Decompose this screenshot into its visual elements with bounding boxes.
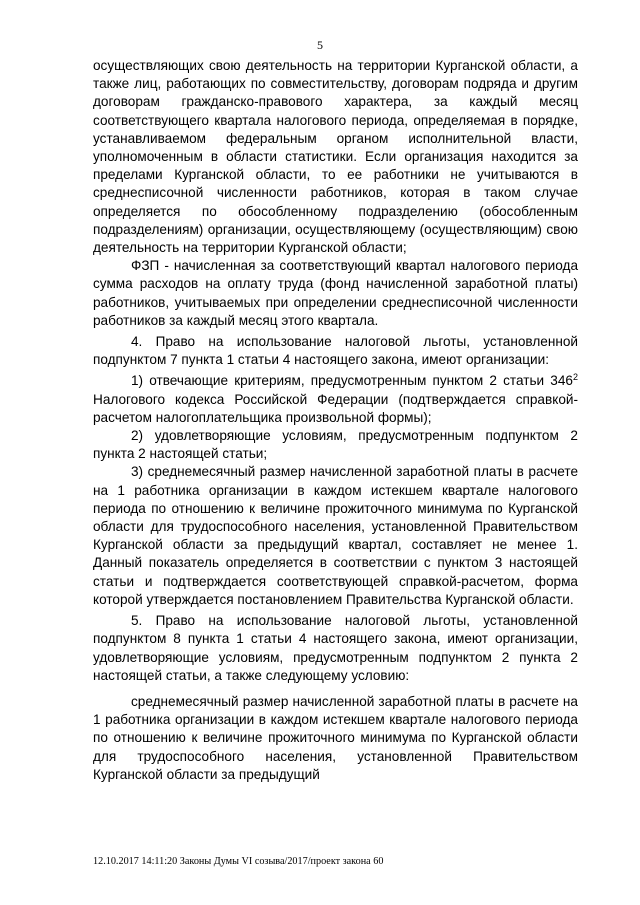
page-number: 5: [317, 38, 323, 52]
paragraph-clause-4: 4. Право на использование налоговой льготы, установленной подпунктом 7 пункта 1 статьи 4 настоящего закона, имеют организации:: [93, 334, 578, 368]
paragraph-continuation: осуществляющих свою деятельность на территории Курганской области, а также лиц, работающих по совместительству, договорам подряда и другим договорам гражданско-правового характера, за каждый месяц соответствующего квартала налогового периода, определяемая в порядке, устанавливаемом федеральным органом исполнительной власти, уполномоченным в области статистики. Если организация находится за пределами Курганской области, то ее работники не учитываются в среднесписочной численности работников, которая в таком случае определяется по обособленному подразделению (обособленным подразделениям) организации, осуществляющему (осуществляющим) свою деятельность на территории Курганской области;: [93, 58, 578, 256]
paragraph-fzp-definition: ФЗП - начисленная за соответствующий квартал налогового периода сумма расходов на оплату труда (фонд начисленной заработной платы) работников, учитываемых при определении среднесписочной численности работников за каждый месяц этого квартала.: [93, 258, 578, 328]
paragraph-item-2: 2) удовлетворяющие условиям, предусмотренным подпунктом 2 пункта 2 настоящей статьи;: [93, 428, 578, 462]
item-1-text-b: Налогового кодекса Российской Федерации (подтверждается справкой-расчетом налогоплательщика произвольной формы);: [93, 391, 578, 425]
paragraph-condition: среднемесячный размер начисленной заработной платы в расчете на 1 работника организации в каждом истекшем квартале налогового периода по отношению к величине прожиточного минимума по Курганской области для трудоспособного населения, установленной Правительством Курганской области за предыдущий: [93, 693, 578, 782]
item-1-text-a: 1) отвечающие критериям, предусмотренным пунктом 2 статьи 346: [131, 373, 573, 389]
document-body: [93, 57, 578, 784]
footer-file-path: 12.10.2017 14:11:20 Законы Думы VI созыва/2017/проект закона 60: [93, 856, 384, 867]
article-superscript: 2: [572, 372, 578, 383]
paragraph-clause-5: 5. Право на использование налоговой льготы, установленной подпунктом 8 пункта 1 статьи 4 настоящего закона, имеют организации, удовлетворяющие условиям, предусмотренным подпунктом 2 пункта 2 настоящей статьи, а также следующему условию:: [93, 613, 578, 683]
paragraph-item-3: 3) среднемесячный размер начисленной заработной платы в расчете на 1 работника организации в каждом истекшем квартале налогового периода по отношению к величине прожиточного минимума по Курганской области для трудоспособного населения, установленной Правительством Курганской области за предыдущий квартал, составляет не менее 1. Данный показатель определяется в соответствии с пунктом 3 настоящей статьи и подтверждается соответствующей справкой-расчетом, форма которой утверждается постановлением Правительства Курганской области.: [93, 464, 578, 607]
paragraph-item-1: [93, 372, 578, 427]
